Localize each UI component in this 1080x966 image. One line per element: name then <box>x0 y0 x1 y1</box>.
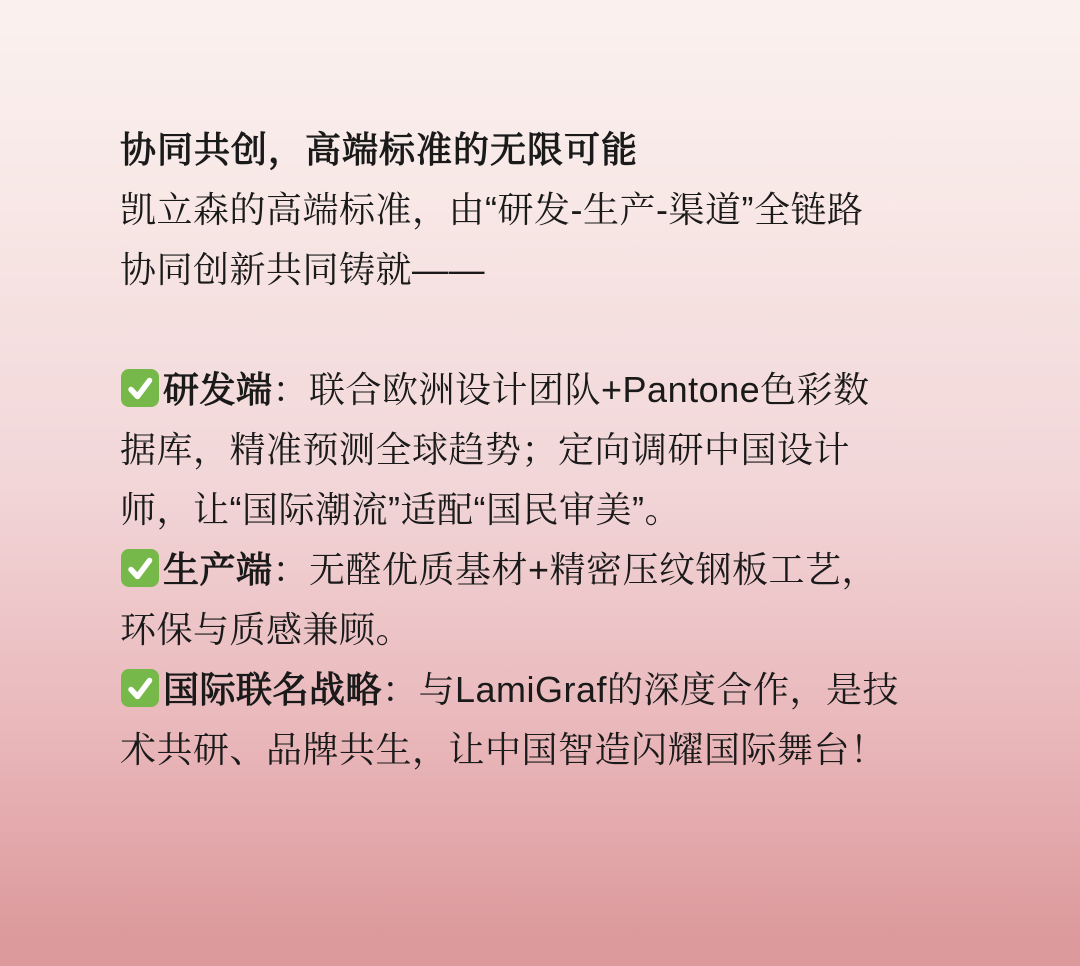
bullet-text: ：无醛优质基材+精密压纹钢板工艺， <box>272 549 879 590</box>
bullet-line <box>120 360 960 420</box>
check-mark-icon <box>120 548 160 588</box>
bullet-wrap-line: 师，让“国际潮流”适配“国民审美”。 <box>120 489 681 530</box>
intro-line-1: 凯立森的高端标准，由“研发-生产-渠道”全链路 <box>120 189 864 230</box>
bullet-line <box>120 660 960 720</box>
paragraph-spacer <box>120 300 960 360</box>
bullet-text: ：与LamiGraf的深度合作，是技 <box>382 669 900 710</box>
bullet-text: ：联合欧洲设计团队+Pantone色彩数 <box>272 369 870 410</box>
bullet-label: 研发端 <box>163 369 273 410</box>
check-mark-icon <box>120 668 160 708</box>
bullet-label: 国际联名战略 <box>163 669 383 710</box>
bullet-line <box>120 540 960 600</box>
intro-line-2: 协同创新共同铸就—— <box>120 249 486 290</box>
bullet-label: 生产端 <box>163 549 273 590</box>
bullet-wrap-line: 术共研、品牌共生，让中国智造闪耀国际舞台！ <box>120 729 887 770</box>
text-content <box>120 120 960 780</box>
bullet-wrap-line: 据库，精准预测全球趋势；定向调研中国设计 <box>120 429 851 470</box>
bullet-wrap-line: 环保与质感兼顾。 <box>120 609 413 650</box>
check-mark-icon <box>120 368 160 408</box>
page-title: 协同共创，高端标准的无限可能 <box>120 129 639 170</box>
